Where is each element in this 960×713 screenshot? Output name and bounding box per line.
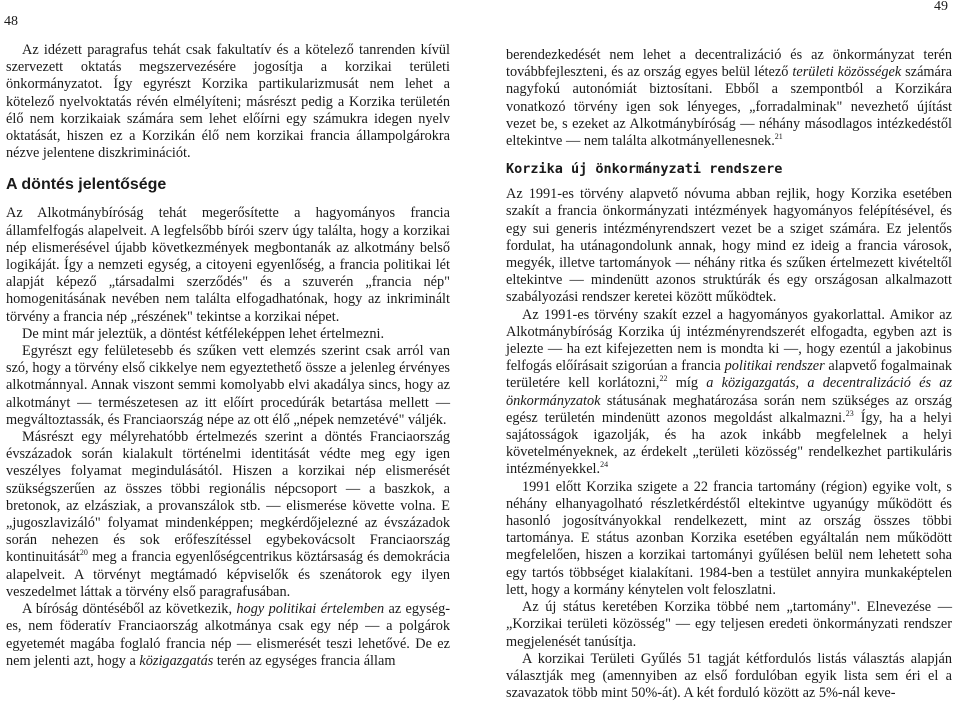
section-heading: A döntés jelentősége [6,176,167,194]
paragraph: De mint már jeleztük, a döntést kétféleképpen lehet értelmezni. [22,325,385,342]
paragraph: Egyrészt egy felületesebb és szűken vett elemzés szerint csak arról van szó, hogy a törvény első cikkelye nem egyeztethető össze a jelenleg érvényes alkotmánnyal. Annak viszont semmi komolyabb elvi akadálya sincs, hogy az alkotmányt — természetesen az itt előírt procedúrák betartása mellett — megváltoztassák, és Franciaország népe az ott élő „népek nemzetévé" váljék. [6,343,450,428]
paragraph: Az Alkotmánybíróság tehát megerősítette a hagyományos francia államfelfogás alapelveit. A legfelsőbb bírói szerv úgy találta, hogy a korzikai nép elismerésével újabb következmények megbontanák az alkotmány belső logikáját. Így a nemzeti egység, a citoyeni egyenlőség, a francia politikai lét alapját képező „társadalmi szerződés" és a szuverén „francia nép" homogenitásának nevében nem találta elfogadhatónak, hogy az inkriminált törvény a francia nép „részének" tekintse a korzikai népet. [6,205,451,325]
emphasis-text: hogy politikai értelemben [236,601,385,618]
paragraph: Az idézett paragrafus tehát csak fakultatív és a kötelező tanrenden kívül szervezett oktatás megszervezésére jogosítja a korzikai területi önkormányzatot. Így egyrészt Korzika partikularizmusát nem lehet a kötelező nyelvoktatás révén elmélyíteni; másrészt pedig a Korzika területén élő nem korzikaiak számára sem lehet előírni egy számukra idegen nyelv oktatását, hiszen ez a Korzikán élő nem korzikai francia állampolgárokra nézve jelentene diszkriminációt. [6,42,450,162]
footnote-marker: 21 [774,132,783,142]
paragraph [506,47,952,150]
footnote-marker: 22 [659,374,668,384]
footnote-marker: 24 [600,460,609,470]
section-heading: Korzika új önkormányzati rendszere [506,161,783,178]
footnote-marker: 23 [845,409,854,419]
paragraph-text: Az 1991-es törvény szakít ezzel a hagyományos gyakorlattal. Amikor az Alkotmánybíróság Korzika új intézményrendszerét elfogadta, egyben azt is jelezte — ha ezt kifejezetten nem is mondta ki —, hogy ezentúl a jakobinus felfogás előírásait szigorúan a francia [506,306,952,375]
paragraph-text: A legfelsőbb bírói szerv úgy találta, hogy a korzikai nép elismerésével újabb következmények megbontanák az alkotmány belső logikáját. Így a nemzeti egység, a citoyeni egyenlőség, a francia politikai lét alapját képező „társadalmi szerződés" és a szuverén „francia nép" homogenitásának nevében nem találta elfogadhatónak, hogy az inkriminált törvény a francia nép „részének" tekintse a korzikai népet. [6,222,451,325]
paragraph [6,429,450,601]
left-column [6,42,450,670]
emphasis-text: közigazgatás [139,652,214,669]
emphasis-text: a közigazgatás, a decentralizáció és az önkormányzatok [506,375,953,409]
paragraph [6,601,450,670]
paragraph-text: míg [667,375,707,392]
paragraph-text: Így, ha a helyi sajátosságok igazolják, és ha azok inkább megfelelnek a helyi követelményeknek, az érdekelt „területi közösség" rendelkezhet partikuláris intézményekkel. [506,409,952,478]
page-number-left: 48 [4,14,18,29]
paragraph: A korzikai Területi Gyűlés 51 tagját kétfordulós listás választás alapján választják meg (amennyiben az első fordulóban egyik lista sem éri el a szavazatok több mint 50%-át). A két forduló között az 5%-nál keve- [506,650,952,702]
paragraph-text: státusának meghatározása során nem szükséges az ország egész területén mindenütt azonos megoldást alkalmazni. [506,392,952,426]
emphasis-text: területi közösségek [792,64,902,81]
paragraph [506,307,952,479]
right-column [506,47,952,702]
emphasis-text: politikai rendszer [724,358,825,375]
footnote-marker: 20 [79,548,88,558]
paragraph-text: az egység-es, nem föderatív Franciaország alkotmánya csak egy nép — a polgárok egyetemét magába foglaló francia nép — elismerését teszi lehetővé. De ez nem jelenti azt, hogy a [6,601,450,669]
paragraph: 1991 előtt Korzika szigete a 22 francia tartomány (région) egyike volt, s néhány elhanyagolható részletkérdéstől eltekintve ugyanúgy működött és hasonló jogosítványokkal rendelkezett, mint az ország összes többi tartománya. E státus azonban Korzika esetében egyáltalán nem működött megfelelően, hiszen a korzikai tartományi gyűlésen belül nem lehetett soha egy tartós többséget kialakítani. 1984-ben a testület annyira munkaképtelen lett, hogy a kormány kénytelen volt feloszlatni. [506,478,952,598]
page-number-right: 49 [934,0,948,14]
paragraph-text: alapvető fogalmainak területére kell korlátozni, [506,358,952,392]
paragraph-text: Másrészt egy mélyrehatóbb értelmezés szerint a döntés Franciaország évszázadok során kialakult történelmi identitását védte meg egy igen veszélyes folyamat megindulásától. Hiszen a korzikai nép elismerését szükségszerűen az összes többi regionális népcsoport — a baszkok, a bretonok, az elzásziak, a provanszálok stb. — elismerése követte volna. E „jugoszlavizáló" folyamat mindenképpen; megkérdőjelezné az évszázadok során nehezen és sok erőfeszítéssel egybekovácsolt Franciaország kontinuitását [6,429,450,566]
paragraph-text: A bíróság döntéséből az következik, [22,601,237,618]
paragraph-text: számára nagyfokú autonómiát biztosítani. Ebből a szempontból a Korzikára vonatkozó törvény igen sok lényeges, „forradalminak" nevezhető újítást vezet be, s ezeket az Alkotmánybíróság — néhány másodlagos intézkedéstől eltekintve — nem találta alkotmányellenesnek. [506,64,953,150]
paragraph-text: terén az egységes francia állam [213,652,396,669]
paragraph: Az új státus keretében Korzika többé nem „tartomány". Elnevezése — „Korzikai területi közösség" — egy teljesen eredeti önkormányzati rendszer megjelenését tanúsítja. [506,599,952,650]
paragraph-text: berendezkedését nem lehet a decentralizáció és az önkormányzat terén továbbfejleszteni, és az ország egyes belül létező [506,47,952,81]
paragraph: Az 1991-es törvény alapvető nóvuma abban rejlik, hogy Korzika esetében szakít a francia önkormányzati intézmények hagyományos felépítésével, és egy sui generis intézményrendszert vezet be a sziget számára. Ez jelentős fordulat, ha utánagondolunk annak, hogy mind ez ideig a francia városok, megyék, illetve tartományok — néhány ritka és szűken értelmezett kivételtől eltekintve — mindenütt azonos struktúrák és egy országosan alkalmazott szabályozási rendszer keretei között működtek. [506,186,952,306]
paragraph-text: meg a francia egyenlőségcentrikus köztársaság és demokrácia alapelveit. A törvényt megtámadó képviselők és szenátorok egy ilyen veszedelmet láttak a törvény első paragrafusában. [6,549,450,600]
